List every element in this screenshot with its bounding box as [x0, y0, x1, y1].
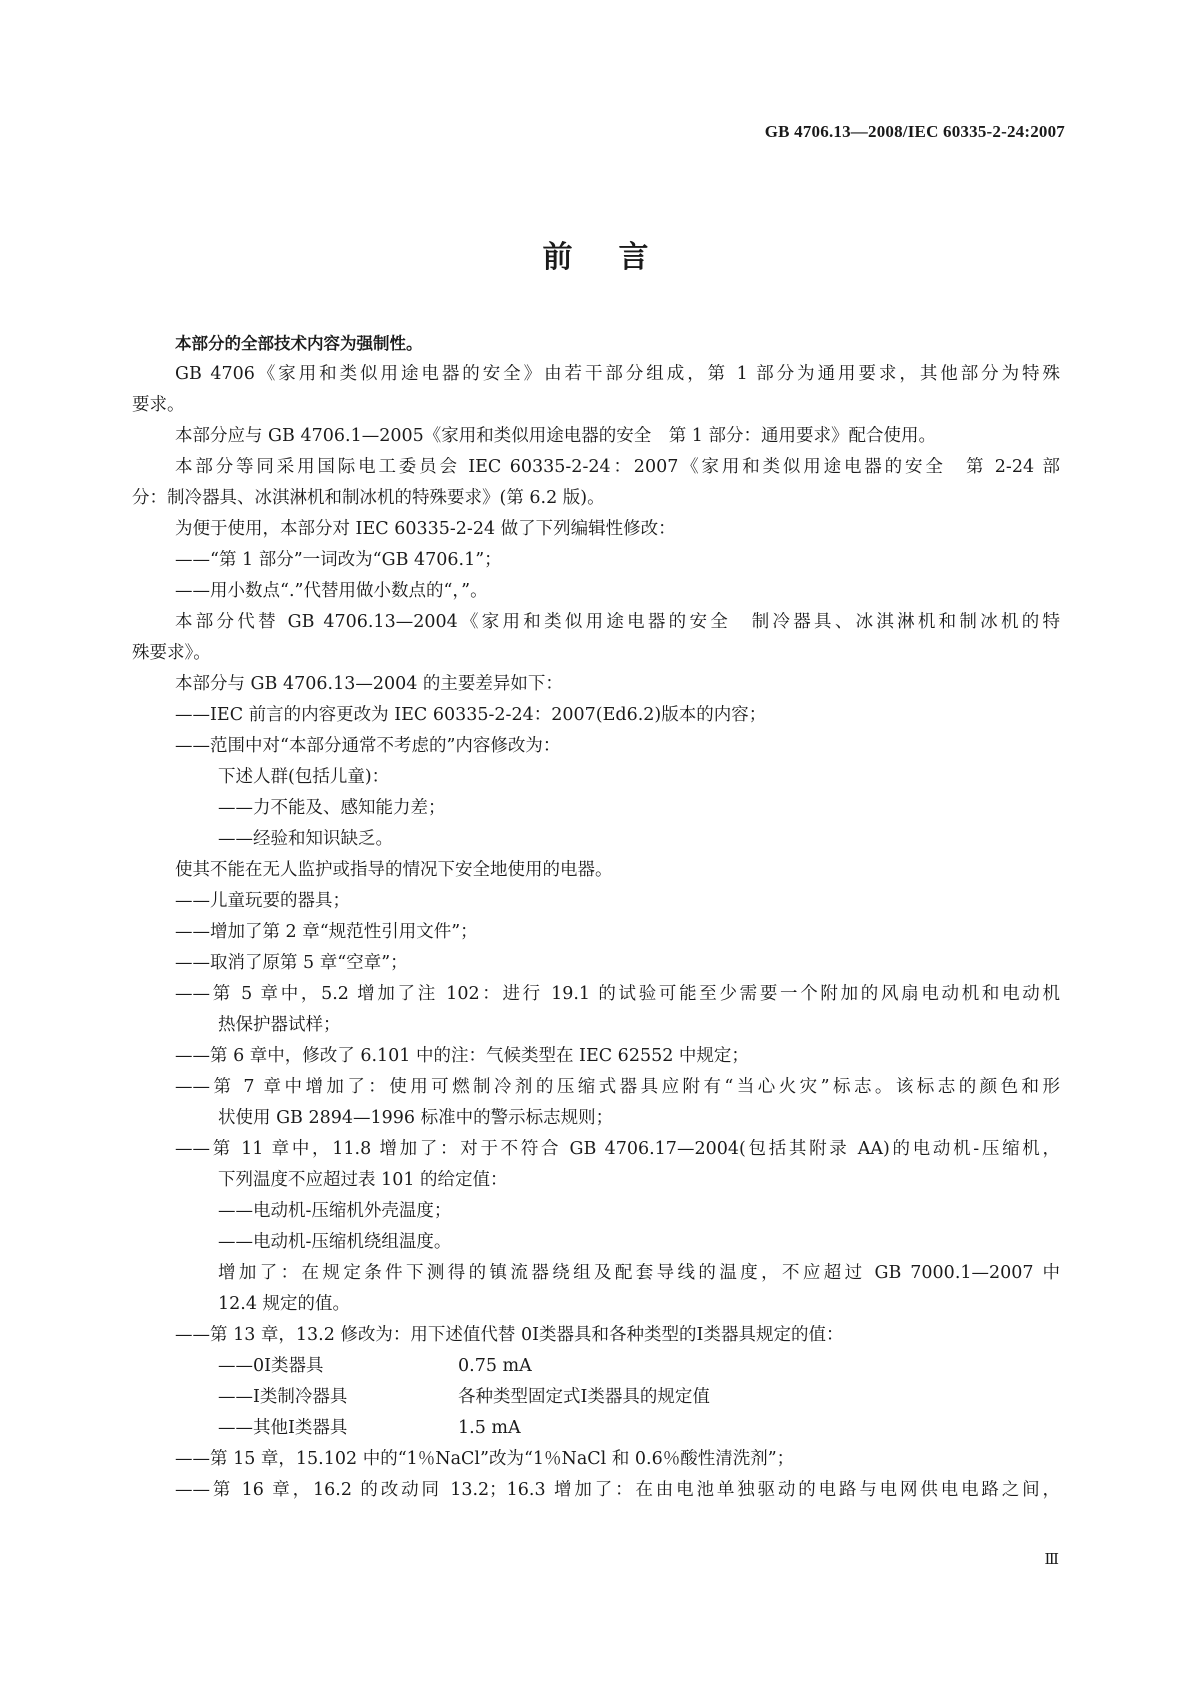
- list-item: ——力不能及、感知能力差；: [218, 798, 446, 818]
- list-item-continuation: 下列温度不应超过表 101 的给定值：: [218, 1170, 508, 1190]
- paragraph-line: 要求。: [132, 395, 185, 415]
- list-item: ——用小数点“.”代替用做小数点的“，”。: [175, 581, 488, 601]
- list-item: ——第 5 章中，5.2 增加了注 102：进行 19.1 的试验可能至少需要一个附加的风扇电动机和电动机: [175, 984, 1060, 1004]
- paragraph-line: 本部分代替 GB 4706.13—2004《家用和类似用途电器的安全 制冷器具、冰淇淋机和制冰机的特: [175, 612, 1060, 632]
- paragraph-line: 本部分与 GB 4706.13—2004 的主要差异如下：: [175, 674, 563, 694]
- paragraph-line: 本部分等同采用国际电工委员会 IEC 60335-2-24：2007《家用和类似用途电器的安全 第 2-24 部: [175, 457, 1060, 477]
- paragraph-line: 为便于使用，本部分对 IEC 60335-2-24 做了下列编辑性修改：: [175, 519, 676, 539]
- list-item-continuation: 12.4 规定的值。: [218, 1294, 351, 1314]
- document-code: GB 4706.13—2008/IEC 60335-2-24:2007: [764, 122, 1065, 141]
- paragraph-line: 本部分应与 GB 4706.1—2005《家用和类似用途电器的安全 第 1 部分：通用要求》配合使用。: [175, 426, 936, 446]
- list-item: ——第 15 章，15.102 中的“1％NaCl”改为“1％NaCl 和 0.6％酸性清洗剂”；: [175, 1449, 795, 1469]
- list-item-continuation: 增加了：在规定条件下测得的镇流器绕组及配套导线的温度，不应超过 GB 7000.1—2007 中: [218, 1263, 1060, 1283]
- paragraph-line: 分：制冷器具、冰淇淋机和制冰机的特殊要求》(第 6.2 版)。: [132, 488, 605, 508]
- paragraph-line: 下述人群(包括儿童)：: [218, 767, 390, 787]
- list-item-continuation: 状使用 GB 2894—1996 标准中的警示标志规则；: [218, 1108, 614, 1128]
- value-row: [132, 1351, 1060, 1382]
- page-title: 前言: [542, 240, 695, 275]
- page-number: Ⅲ: [1044, 1550, 1059, 1568]
- list-item: ——儿童玩要的器具；: [175, 891, 350, 911]
- value-row-value: 0.75 mA: [458, 1356, 532, 1376]
- list-item: ——第 6 章中，修改了 6.101 中的注：气候类型在 IEC 62552 中规定；: [175, 1046, 749, 1066]
- paragraph-line: 使其不能在无人监护或指导的情况下安全地使用的电器。: [175, 860, 613, 880]
- list-item: ——第 13 章，13.2 修改为：用下述值代替 0Ⅰ类器具和各种类型的Ⅰ类器具规定的值：: [175, 1325, 844, 1345]
- list-item: ——第 16 章，16.2 的改动同 13.2；16.3 增加了：在由电池单独驱动的电路与电网供电电路之间，: [175, 1480, 1060, 1500]
- list-item: ——第 7 章中增加了：使用可燃制冷剂的压缩式器具应附有“当心火灾”标志。该标志的颜色和形: [175, 1077, 1060, 1097]
- list-item: ——“第 1 部分”一词改为“GB 4706.1”；: [175, 550, 502, 570]
- value-row-value: 1.5 mA: [458, 1418, 521, 1438]
- value-row: [132, 1413, 1060, 1444]
- list-item: ——电动机-压缩机绕组温度。: [218, 1232, 452, 1252]
- value-row: [132, 1382, 1060, 1413]
- list-item: ——增加了第 2 章“规范性引用文件”；: [175, 922, 478, 942]
- list-item: ——电动机-压缩机外壳温度；: [218, 1201, 452, 1221]
- value-row-label: ——Ⅰ类制冷器具: [218, 1387, 348, 1407]
- list-item: ——经验和知识缺乏。: [218, 829, 393, 849]
- paragraph-line: 本部分的全部技术内容为强制性。: [175, 334, 423, 353]
- list-item: ——取消了原第 5 章“空章”；: [175, 953, 408, 973]
- list-item: ——范围中对“本部分通常不考虑的”内容修改为：: [175, 736, 561, 756]
- value-row-label: ——其他Ⅰ类器具: [218, 1418, 348, 1438]
- paragraph-line: GB 4706《家用和类似用途电器的安全》由若干部分组成，第 1 部分为通用要求，其他部分为特殊: [175, 364, 1060, 384]
- value-row-label: ——0Ⅰ类器具: [218, 1356, 324, 1376]
- value-row-value: 各种类型固定式Ⅰ类器具的规定值: [458, 1387, 710, 1407]
- foreword-body: [132, 328, 1060, 1506]
- paragraph-line: 殊要求》。: [132, 643, 211, 663]
- list-item: ——IEC 前言的内容更改为 IEC 60335-2-24：2007(Ed6.2)版本的内容；: [175, 705, 767, 725]
- list-item: ——第 11 章中，11.8 增加了：对于不符合 GB 4706.17—2004(包括其附录 AA)的电动机-压缩机，: [175, 1139, 1060, 1159]
- list-item-continuation: 热保护器试样；: [218, 1015, 341, 1035]
